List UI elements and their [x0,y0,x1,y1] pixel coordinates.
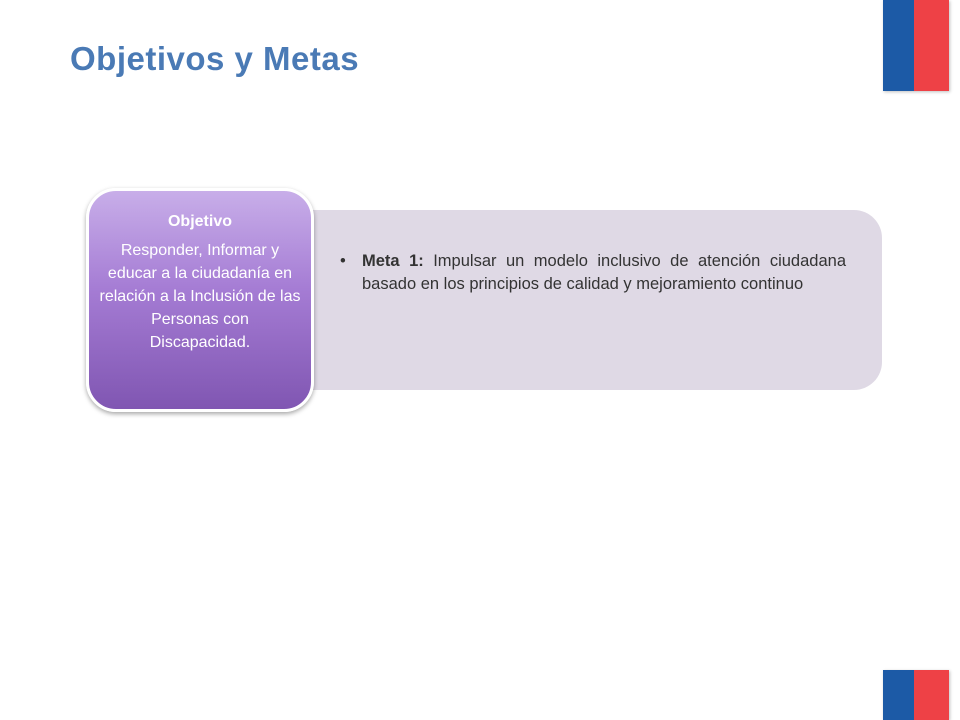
objetivo-heading: Objetivo [167,213,232,230]
flag-red-stripe [914,0,949,91]
meta-description: Impulsar un modelo inclusivo de atención ciudadana basado en los principios de calidad y mejoramiento continuo [362,252,846,293]
objetivo-box [86,188,314,412]
slide-title: Objetivos y Metas [70,40,360,77]
meta-item [340,250,846,296]
bullet-icon: • [340,252,346,270]
flag-blue-stripe [883,0,914,91]
chile-flag-logo-bottom [883,670,949,720]
chile-flag-logo-top [883,0,949,91]
flag-blue-stripe [883,670,914,720]
objetivo-text: Responder, Informar y educar a la ciudadanía en relación a la Inclusión de las Personas con Discapacidad. [99,242,301,351]
meta-label: Meta 1: [362,252,424,270]
meta-text [362,250,846,296]
metas-panel [270,210,882,390]
flag-red-stripe [914,670,949,720]
